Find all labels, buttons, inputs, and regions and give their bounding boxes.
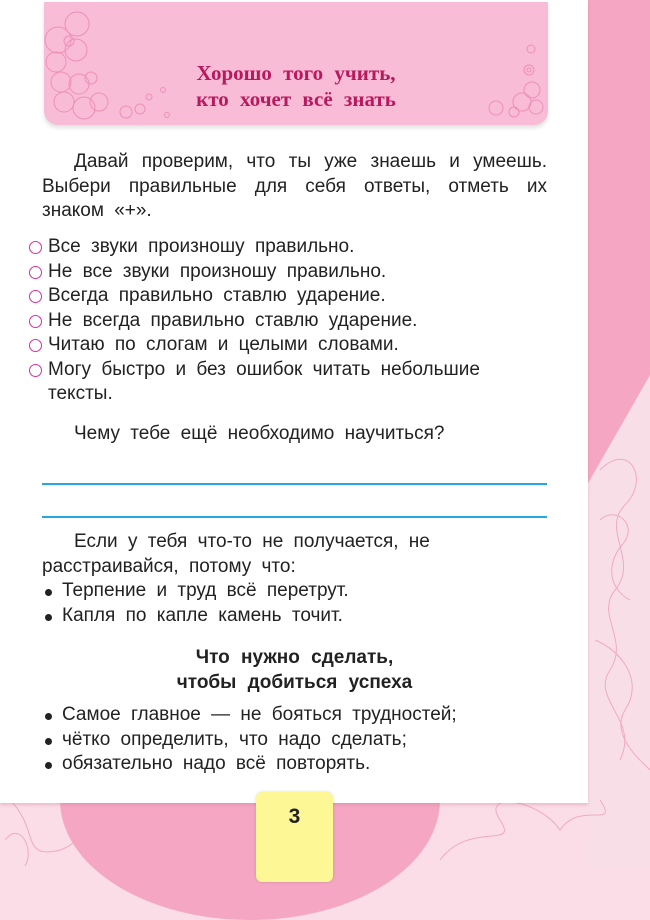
page-number: 3 xyxy=(256,792,333,882)
advice-text: Если у тебя что-то не получается, не расстраивайся, потому что: xyxy=(42,531,430,577)
success-tips-list xyxy=(42,703,547,777)
question-text: Чему тебе ещё необходимо научиться? xyxy=(74,423,445,444)
checkbox-circle-icon[interactable] xyxy=(29,339,42,352)
header-title xyxy=(44,60,548,112)
checklist-item-label: Всегда правильно ставлю ударение. xyxy=(48,285,386,306)
checklist-item[interactable] xyxy=(29,309,549,334)
checklist-item[interactable] xyxy=(29,235,549,260)
checklist-item-label: Все звуки произношу правильно. xyxy=(48,236,355,257)
header-banner xyxy=(44,2,548,125)
checkbox-circle-icon[interactable] xyxy=(29,290,42,303)
checkbox-circle-icon[interactable] xyxy=(29,241,42,254)
header-title-line-1: Хорошо того учить, xyxy=(196,61,396,85)
answer-line-2[interactable] xyxy=(42,516,547,518)
tip-item: Самое главное — не бояться трудностей; xyxy=(42,703,547,728)
success-heading-line-2: чтобы добиться успеха xyxy=(176,671,413,693)
intro-text: Давай проверим, что ты уже знаешь и умеешь. Выбери правильные для себя ответы, отметь их знаком «+». xyxy=(42,151,547,221)
checklist-item-label: Могу быстро и без ошибок читать небольшие тексты. xyxy=(48,358,480,404)
checklist-item-label: Не всегда правильно ставлю ударение. xyxy=(48,309,418,331)
checkbox-circle-icon[interactable] xyxy=(29,364,42,377)
tip-item: чётко определить, что надо сделать; xyxy=(42,728,547,753)
checklist-item[interactable] xyxy=(29,333,549,358)
proverb-list xyxy=(42,579,547,628)
checklist-item-label: Читаю по слогам и целыми словами. xyxy=(48,334,399,355)
checklist-item-label: Не все звуки произношу правильно. xyxy=(48,260,387,282)
checkbox-circle-icon[interactable] xyxy=(29,266,42,279)
answer-line-1[interactable] xyxy=(42,483,547,485)
advice-block xyxy=(42,530,547,628)
self-check-list xyxy=(29,235,549,407)
header-title-line-2: кто хочет всё знать xyxy=(196,87,396,111)
checkbox-circle-icon[interactable] xyxy=(29,315,42,328)
success-heading xyxy=(42,646,547,695)
checklist-item[interactable] xyxy=(29,260,549,285)
intro-paragraph xyxy=(42,150,547,224)
success-heading-line-1: Что нужно сделать, xyxy=(195,647,394,668)
advice-paragraph xyxy=(42,530,547,579)
tip-item: обязательно надо всё повторять. xyxy=(42,752,547,777)
checklist-item[interactable] xyxy=(29,358,549,407)
checklist-item[interactable] xyxy=(29,284,549,309)
proverb-item: Терпение и труд всё перетрут. xyxy=(42,579,547,604)
proverb-item: Капля по капле камень точит. xyxy=(42,604,547,629)
